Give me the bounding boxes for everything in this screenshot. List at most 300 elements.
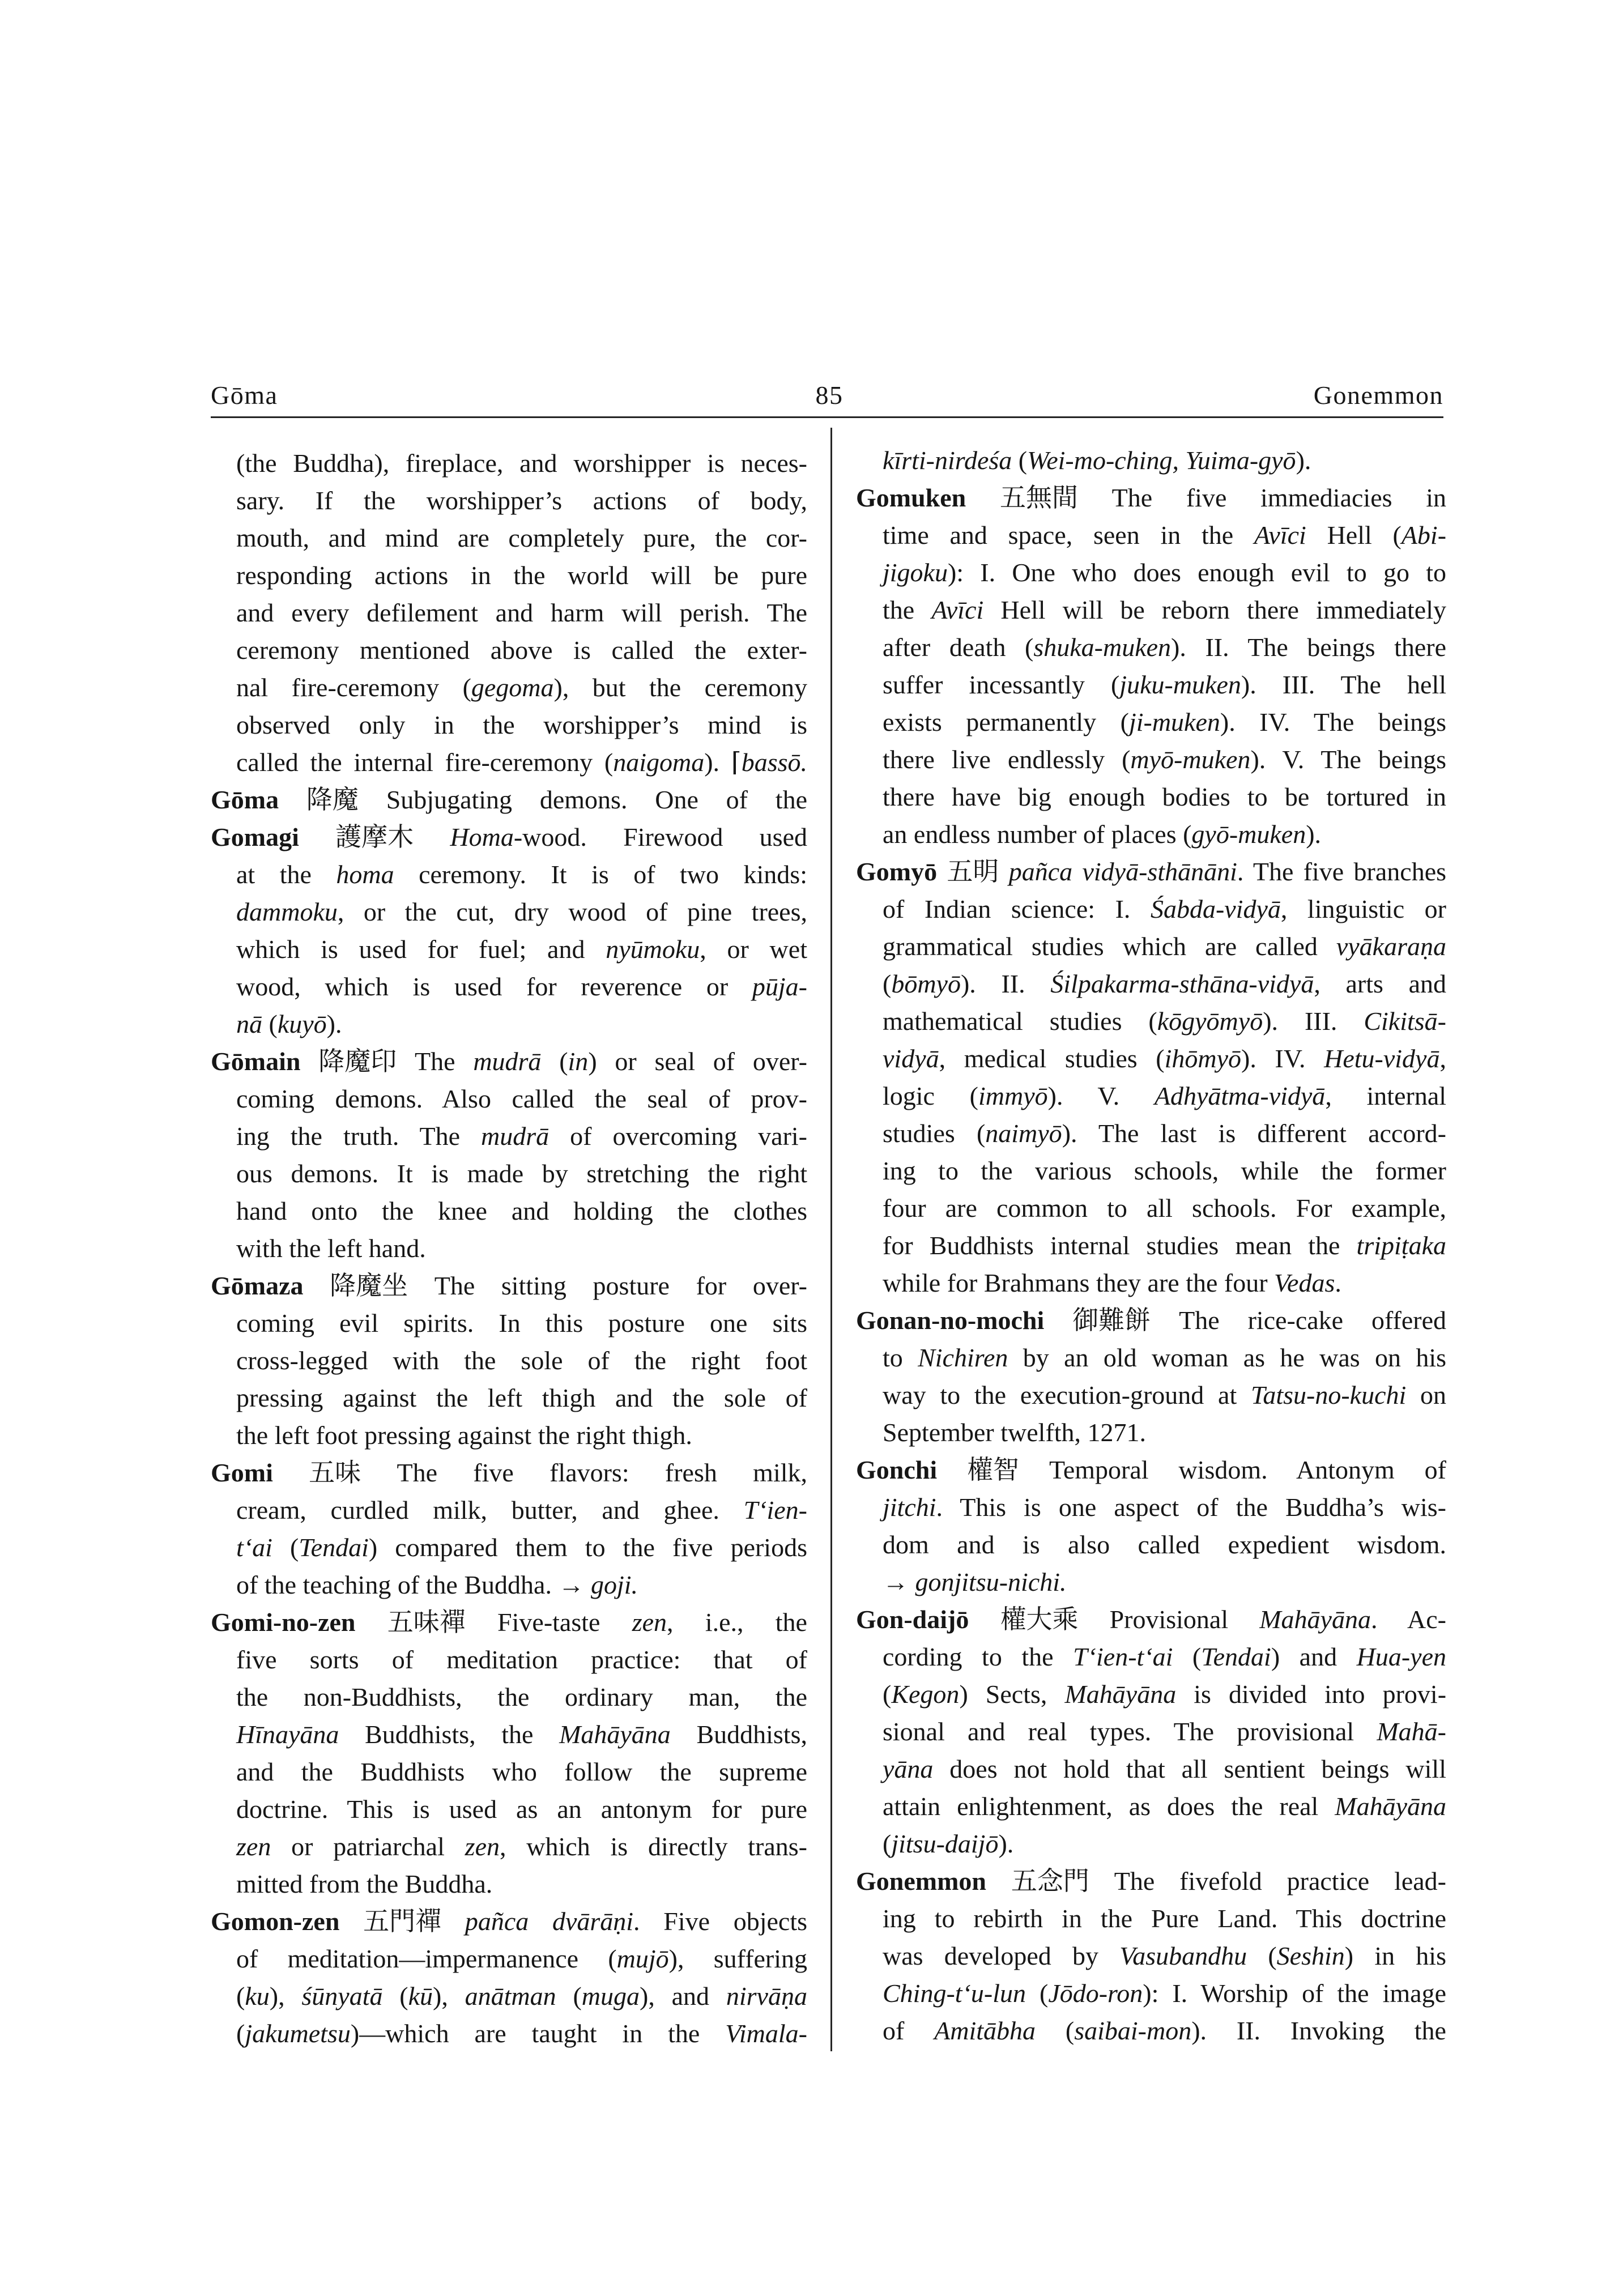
text-run: mathematical studies (	[883, 1007, 1157, 1036]
entry-text-line	[856, 1788, 1446, 1825]
text-run: →	[883, 1567, 915, 1596]
text-run: studies (	[883, 1119, 986, 1148]
text-run: , which is directly trans-	[500, 1832, 807, 1861]
italic-term: zen	[632, 1608, 667, 1637]
italic-term: T‘ien-	[743, 1496, 807, 1524]
line-content	[211, 1903, 807, 1940]
line-content	[883, 816, 1321, 853]
line-content	[856, 1863, 1446, 1900]
entry-text-line	[856, 1526, 1446, 1564]
italic-term: dammoku	[236, 897, 338, 926]
text-run: and the Buddhists who follow the supreme	[236, 1757, 807, 1786]
italic-term: śūnyatā	[301, 1982, 383, 2010]
line-content	[236, 1155, 807, 1192]
entry-text-line	[211, 1716, 807, 1753]
line-content	[236, 1492, 807, 1529]
entry-text-line	[211, 594, 807, 632]
line-content	[236, 1006, 342, 1043]
entry-text-line	[211, 1230, 807, 1267]
text-run: of overcoming vari-	[549, 1122, 807, 1151]
italic-term: Vasubandhu	[1119, 1941, 1247, 1970]
entry-text-line	[856, 1750, 1446, 1788]
text-run: (	[883, 1829, 892, 1858]
entry-text-line	[856, 554, 1446, 591]
text-run: logic (	[883, 1081, 979, 1110]
text-run: ceremony mentioned above is called the exter-	[236, 636, 807, 664]
entry-text-line	[211, 1379, 807, 1417]
text-run: is divided into provi-	[1176, 1680, 1447, 1709]
italic-term: yāna	[883, 1754, 934, 1783]
text-run: grammatical studies which are called	[883, 932, 1336, 961]
italic-term: Mahāyāna	[1335, 1792, 1446, 1821]
text-run: cording to the	[883, 1642, 1074, 1671]
text-run: ceremony. It is of two kinds:	[394, 860, 807, 889]
entry-text-line	[856, 1077, 1446, 1115]
text-run: , linguistic or	[1280, 894, 1446, 923]
text-run: way to the execution-ground at	[883, 1381, 1251, 1409]
entry-text-line	[211, 1529, 807, 1566]
line-content	[236, 1940, 807, 1978]
text-run: (	[1012, 446, 1028, 475]
italic-term: Hua-yen	[1356, 1642, 1446, 1671]
line-content	[883, 965, 1446, 1003]
italic-term: Tendai	[299, 1533, 369, 1562]
entry-head-line	[856, 853, 1446, 891]
entry-head-line	[211, 1043, 807, 1080]
line-content	[236, 1566, 638, 1604]
italic-term: gonjitsu-nichi.	[915, 1567, 1067, 1596]
text-run: and every defilement and harm will perish. The	[236, 598, 807, 627]
line-content	[883, 629, 1446, 666]
line-content	[883, 778, 1446, 816]
entry-text-line	[856, 1115, 1446, 1152]
italic-term: ku	[245, 1982, 270, 2010]
entry-text-line	[856, 1040, 1446, 1077]
entry-text-line	[856, 629, 1446, 666]
line-content	[211, 1604, 807, 1641]
headword: Gomon-zen	[211, 1907, 340, 1936]
entry-text-line	[856, 778, 1446, 816]
headword: Gonemmon	[856, 1867, 986, 1895]
entry-text-line	[856, 1414, 1446, 1451]
text-run: ), but the ceremony	[553, 673, 807, 702]
text-run: ing to the various schools, while the former	[883, 1156, 1446, 1185]
italic-term: Ching-t‘u-lun	[883, 1979, 1026, 2008]
entry-text-line	[211, 1978, 807, 2015]
entry-head-line	[856, 1863, 1446, 1900]
text-run: Buddhists,	[670, 1720, 807, 1749]
text-run: -wood. Firewood used	[513, 823, 807, 851]
text-run: mitted from the Buddha.	[236, 1869, 493, 1898]
text-run: (	[1247, 1941, 1277, 1970]
italic-term: nirvāṇa	[726, 1982, 807, 2010]
text-run: 御難餅 The rice-cake offered	[1044, 1306, 1446, 1335]
entry-text-line	[856, 891, 1446, 928]
text-run: 五味 The five flavors: fresh milk,	[272, 1458, 807, 1487]
text-run: (	[541, 1047, 568, 1076]
entry-head-line	[211, 1903, 807, 1940]
entry-text-line	[211, 1118, 807, 1155]
italic-term: mudrā	[473, 1047, 542, 1076]
italic-term: myō-muken	[1130, 745, 1251, 774]
entry-text-line	[211, 2015, 807, 2052]
headword: Gon-daijō	[856, 1605, 969, 1634]
italic-term: Hīnayāna	[236, 1720, 339, 1749]
line-content	[883, 1190, 1446, 1227]
line-content	[883, 928, 1446, 965]
italic-term: nyūmoku	[606, 935, 700, 964]
entry-text-line	[856, 1339, 1446, 1377]
text-run: four are common to all schools. For example,	[883, 1194, 1446, 1222]
entry-text-line	[211, 893, 807, 931]
text-run: ). II. Invoking the	[1191, 2016, 1446, 2045]
line-content	[883, 1638, 1446, 1676]
line-content	[856, 1451, 1446, 1489]
text-run: exists permanently (	[883, 708, 1129, 736]
entry-text-line	[856, 741, 1446, 778]
entry-head-line	[211, 1454, 807, 1492]
italic-term: muga	[581, 1982, 640, 2010]
text-run: which is used for fuel; and	[236, 935, 606, 964]
line-content	[236, 669, 807, 706]
text-run: ). V.	[1047, 1081, 1155, 1110]
entry-text-line	[211, 1566, 807, 1604]
text-run: cross-legged with the sole of the right foot	[236, 1346, 807, 1375]
text-run: 五無間 The five immediacies in	[966, 483, 1446, 512]
entry-text-line	[211, 1305, 807, 1342]
line-content	[883, 554, 1446, 591]
text-run: 降魔 Subjugating demons. One of the	[279, 785, 807, 814]
text-run: ). ⌈	[704, 748, 742, 777]
italic-term: Avīci	[1254, 521, 1306, 549]
text-run: doctrine. This is used as an antonym for pure	[236, 1795, 807, 1824]
line-content	[883, 1339, 1446, 1377]
text-run: observed only in the worshipper’s mind is	[236, 710, 807, 739]
italic-term: Tendai	[1201, 1642, 1271, 1671]
entry-head-line	[211, 1604, 807, 1641]
line-content	[236, 2015, 807, 2052]
line-content	[236, 1080, 807, 1118]
text-run: ). II. The beings there	[1171, 633, 1447, 662]
line-content	[883, 1040, 1446, 1077]
text-run: ,	[1439, 1044, 1446, 1073]
text-run: wood, which is used for reverence or	[236, 972, 752, 1001]
text-run: pressing against the left thigh and the sole of	[236, 1383, 807, 1412]
line-content	[236, 1865, 492, 1903]
line-content	[236, 1529, 807, 1566]
entry-head-line	[211, 819, 807, 856]
text-run: ),	[269, 1982, 302, 2010]
line-content	[211, 1454, 807, 1492]
text-run: ), and	[640, 1982, 726, 2010]
italic-term: ihōmyō	[1164, 1044, 1242, 1073]
line-content	[883, 1003, 1446, 1040]
entry-text-line	[856, 1825, 1446, 1863]
line-content	[883, 891, 1446, 928]
entry-text-line	[211, 1417, 807, 1454]
entry-text-line	[211, 1641, 807, 1679]
line-content	[883, 1975, 1446, 2012]
line-content	[883, 1264, 1341, 1302]
entry-text-line	[856, 704, 1446, 741]
line-content	[236, 1679, 807, 1716]
line-content	[236, 1342, 807, 1379]
text-run: attain enlightenment, as does the real	[883, 1792, 1335, 1821]
text-run: (	[1036, 2016, 1075, 2045]
text-run: (	[236, 1982, 245, 2010]
text-run: called the internal fire-ceremony (	[236, 748, 614, 777]
text-run: , internal	[1325, 1081, 1447, 1110]
text-run: , medical studies (	[939, 1044, 1165, 1073]
text-run: of the teaching of the Buddha. →	[236, 1570, 591, 1599]
text-run: or patriarchal	[271, 1832, 465, 1861]
text-run: . This is one aspect of the Buddha’s wis-	[936, 1493, 1446, 1522]
italic-term: Hetu-vidyā	[1324, 1044, 1440, 1073]
entry-head-line	[856, 1302, 1446, 1339]
text-run: sional and real types. The provisional	[883, 1717, 1377, 1746]
entry-text-line	[856, 1190, 1446, 1227]
italic-term: kū	[408, 1982, 433, 2010]
entry-text-line	[211, 744, 807, 781]
text-run: (	[262, 1009, 278, 1038]
text-run: . Ac-	[1370, 1605, 1446, 1634]
text-run: suffer incessantly (	[883, 670, 1120, 699]
text-run: cream, curdled milk, butter, and ghee.	[236, 1496, 744, 1524]
text-run: September twelfth, 1271.	[883, 1418, 1147, 1447]
entry-text-line	[211, 1155, 807, 1192]
italic-term: Kegon	[891, 1680, 960, 1709]
line-content	[236, 1192, 807, 1230]
entry-text-line	[856, 1377, 1446, 1414]
text-run: of meditation—impermanence (	[236, 1944, 617, 1973]
entry-text-line	[211, 1791, 807, 1828]
line-content	[236, 445, 807, 482]
italic-term: Cikitsā-	[1364, 1007, 1446, 1036]
italic-term: t‘ai	[236, 1533, 272, 1562]
italic-term: vyākaraṇa	[1336, 932, 1446, 961]
text-run: mouth, and mind are completely pure, the cor-	[236, 523, 807, 552]
text-run: ). IV.	[1241, 1044, 1324, 1073]
headword: Gomagi	[211, 823, 299, 851]
italic-term: goji.	[590, 1570, 638, 1599]
headword: Gōma	[211, 785, 279, 814]
italic-term: Avīci	[931, 595, 984, 624]
italic-term: Abi-	[1401, 521, 1447, 549]
text-run: ) or seal of over-	[588, 1047, 808, 1076]
entry-text-line	[211, 931, 807, 968]
entry-text-line	[211, 1080, 807, 1118]
text-run: ). The last is different accord-	[1062, 1119, 1446, 1148]
text-run: (	[382, 1982, 408, 2010]
text-run: , i.e., the	[667, 1608, 807, 1637]
entry-text-line	[211, 1940, 807, 1978]
line-content	[236, 482, 807, 519]
text-run: dom and is also called expedient wisdom.	[883, 1530, 1446, 1559]
text-run: ).	[998, 1829, 1014, 1858]
entry-text-line	[856, 1676, 1446, 1713]
entry-text-line	[211, 1192, 807, 1230]
line-content	[236, 1230, 426, 1267]
text-run: 權智 Temporal wisdom. Antonym of	[937, 1455, 1446, 1484]
text-run: (	[1173, 1642, 1202, 1671]
line-content	[236, 519, 807, 557]
text-run: ), suffering	[668, 1944, 807, 1973]
line-content	[236, 1417, 692, 1454]
line-content	[883, 1115, 1446, 1152]
italic-term: Vedas	[1274, 1268, 1335, 1297]
italic-term: mujō	[616, 1944, 669, 1973]
entry-text-line	[856, 928, 1446, 965]
text-run: ing the truth. The	[236, 1122, 482, 1151]
text-run: 五味禪 Five-taste	[355, 1608, 632, 1637]
italic-term: Mahāyāna	[1064, 1680, 1177, 1709]
text-run: by an old woman as he was on his	[1008, 1343, 1446, 1372]
text-run: 權大乘 Provisional	[969, 1605, 1260, 1634]
line-content	[236, 1716, 807, 1753]
entry-text-line	[856, 517, 1446, 554]
text-run: while for Brahmans they are the four	[883, 1268, 1275, 1297]
italic-term: nā	[236, 1009, 262, 1038]
entry-text-line	[211, 632, 807, 669]
entry-head-line	[211, 1267, 807, 1305]
text-run: ) in his	[1344, 1941, 1446, 1970]
text-run: (	[272, 1533, 299, 1562]
right-column	[856, 442, 1446, 2050]
column-divider	[830, 428, 832, 2051]
italic-term: pūja-	[752, 972, 807, 1001]
line-content	[883, 1377, 1446, 1414]
text-run: ous demons. It is made by stretching the right	[236, 1159, 807, 1188]
line-content	[236, 557, 807, 594]
line-content	[883, 1676, 1446, 1713]
entry-text-line	[211, 1753, 807, 1791]
text-run: does not hold that all sentient beings will	[933, 1754, 1446, 1783]
entry-text-line	[211, 856, 807, 893]
text-run: time and space, seen in the	[883, 521, 1254, 549]
line-content	[883, 1788, 1446, 1825]
entry-text-line	[211, 519, 807, 557]
italic-term: T‘ien-t‘ai	[1073, 1642, 1173, 1671]
line-content	[236, 632, 807, 669]
italic-term: tripiṭaka	[1356, 1231, 1446, 1260]
italic-term: mudrā	[481, 1122, 549, 1151]
entry-text-line	[856, 1713, 1446, 1750]
line-content	[236, 744, 807, 781]
line-content	[883, 666, 1446, 704]
text-run: (the Buddha), fireplace, and worshipper is neces-	[236, 449, 807, 478]
text-run: coming evil spirits. In this posture one sits	[236, 1309, 807, 1337]
italic-term: naigoma	[613, 748, 705, 777]
text-run: ),	[433, 1982, 465, 2010]
entry-text-line	[211, 706, 807, 744]
italic-term: Adhyātma-vidyā	[1154, 1081, 1326, 1110]
text-run: .	[1335, 1268, 1341, 1297]
line-content	[883, 741, 1446, 778]
line-content	[236, 931, 807, 968]
line-content	[236, 1305, 807, 1342]
italic-term: Mahā-	[1377, 1717, 1446, 1746]
line-content	[856, 853, 1446, 891]
text-run: for Buddhists internal studies mean the	[883, 1231, 1357, 1260]
italic-term: bōmyō	[891, 969, 961, 998]
text-run: , or the cut, dry wood of pine trees,	[337, 897, 807, 926]
text-run: with the left hand.	[236, 1234, 426, 1263]
text-run: ). V. The beings	[1250, 745, 1446, 774]
line-content	[856, 1601, 1446, 1638]
headword: Gonan-no-mochi	[856, 1306, 1045, 1335]
text-run: (	[883, 969, 892, 998]
italic-term: pañca vidyā-sthānāni	[1008, 857, 1237, 886]
entry-text-line	[856, 1227, 1446, 1264]
entry-text-line	[856, 1152, 1446, 1190]
italic-term: Seshin	[1276, 1941, 1345, 1970]
headword: Gomyō	[856, 857, 938, 886]
entry-text-line	[856, 1489, 1446, 1526]
header-rule	[211, 416, 1443, 418]
text-run: of	[883, 2016, 935, 2045]
text-run: five sorts of meditation practice: that of	[236, 1645, 807, 1674]
text-run: to	[883, 1343, 918, 1372]
italic-term: pañca dvārāṇi	[465, 1907, 634, 1936]
italic-term: gyō-muken	[1191, 820, 1306, 849]
line-content	[236, 706, 807, 744]
text-run: 降魔坐 The sitting posture for over-	[303, 1271, 807, 1300]
italic-term: zen	[236, 1832, 271, 1861]
entry-head-line	[211, 781, 807, 819]
line-content	[236, 856, 807, 893]
text-run: ). II.	[960, 969, 1051, 998]
entry-text-line	[856, 591, 1446, 629]
line-content	[883, 1564, 1067, 1601]
italic-term: bassō.	[741, 748, 807, 777]
text-run: the left foot pressing against the right thigh.	[236, 1421, 692, 1450]
headword: Gōmain	[211, 1047, 301, 1076]
line-content	[883, 1227, 1446, 1264]
page-number: 85	[815, 381, 844, 410]
entry-text-line	[856, 666, 1446, 704]
text-run: 五念門 The fivefold practice lead-	[986, 1867, 1446, 1895]
text-run: Buddhists, the	[339, 1720, 560, 1749]
italic-term: Vimala-	[725, 2019, 807, 2048]
italic-term: Mahāyāna	[1259, 1605, 1371, 1634]
line-content	[883, 1077, 1446, 1115]
italic-term: kīrti-nirdeśa	[883, 446, 1012, 475]
line-content	[883, 1750, 1446, 1788]
line-content	[883, 704, 1446, 741]
text-run: the non-Buddhists, the ordinary man, the	[236, 1682, 807, 1711]
running-head-right: Gonemmon	[1313, 381, 1443, 410]
entry-text-line	[211, 557, 807, 594]
text-run: (	[883, 1680, 892, 1709]
line-content	[883, 1526, 1446, 1564]
entry-text-line	[856, 816, 1446, 853]
line-content	[856, 479, 1446, 517]
line-content	[236, 594, 807, 632]
line-content	[236, 893, 807, 931]
headword: Gomi	[211, 1458, 273, 1487]
headword: Gomi-no-zen	[211, 1608, 356, 1637]
italic-term: immyō	[978, 1081, 1048, 1110]
line-content	[883, 517, 1446, 554]
line-content	[883, 591, 1446, 629]
line-content	[211, 781, 807, 819]
italic-term: saibai-mon	[1074, 2016, 1192, 2045]
italic-term: anātman	[465, 1982, 556, 2010]
italic-term: Amitābha	[934, 2016, 1036, 2045]
text-run: ): I. One who does enough evil to go to	[947, 558, 1446, 587]
line-content	[883, 442, 1311, 479]
italic-term: jitsu-daijō	[891, 1829, 999, 1858]
